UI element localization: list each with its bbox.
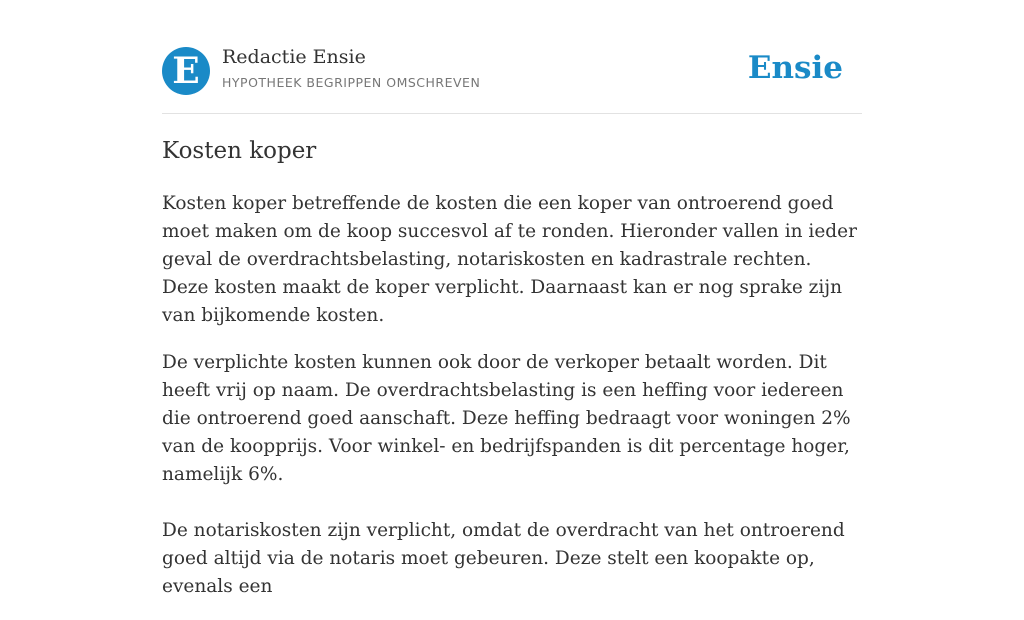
paragraph-1: Kosten koper betreffende de kosten die een koper van ontroerend goed moet maken om de koop succesvol af te ronden. Hieronder vallen in ieder geval de overdrachtsbelasting, notariskosten en kadrastrale rechten. Deze kosten maakt de koper verplicht. Daarnaast kan er nog sprake zijn van bijkomende kosten. [162,193,857,326]
article-header [162,0,862,114]
category-label[interactable]: HYPOTHEEK BEGRIPPEN OMSCHREVEN [222,75,481,90]
ensie-logo-icon[interactable]: E [162,47,210,95]
brand-logo[interactable]: Ensie [747,50,843,86]
article-body [162,190,862,620]
article-container [162,0,862,597]
paragraph-2: De verplichte kosten kunnen ook door de verkoper betaalt worden. Dit heeft vrij op naam. De overdrachtsbelasting is een heffing voor iedereen die ontroerend goed aanschaft. Deze heffing bedraagt voor woningen 2% van de koopprijs. Voor winkel- en bedrijfspanden is dit percentage hoger, namelijk 6%. [162,352,851,485]
author-name[interactable]: Redactie Ensie [222,46,366,68]
paragraph-3: De notariskosten zijn verplicht, omdat de overdracht van het ontroerend goed altijd via de notaris moet gebeuren. Deze stelt een koopakte op, evenals een [162,520,845,597]
page-title: Kosten koper [162,138,317,164]
